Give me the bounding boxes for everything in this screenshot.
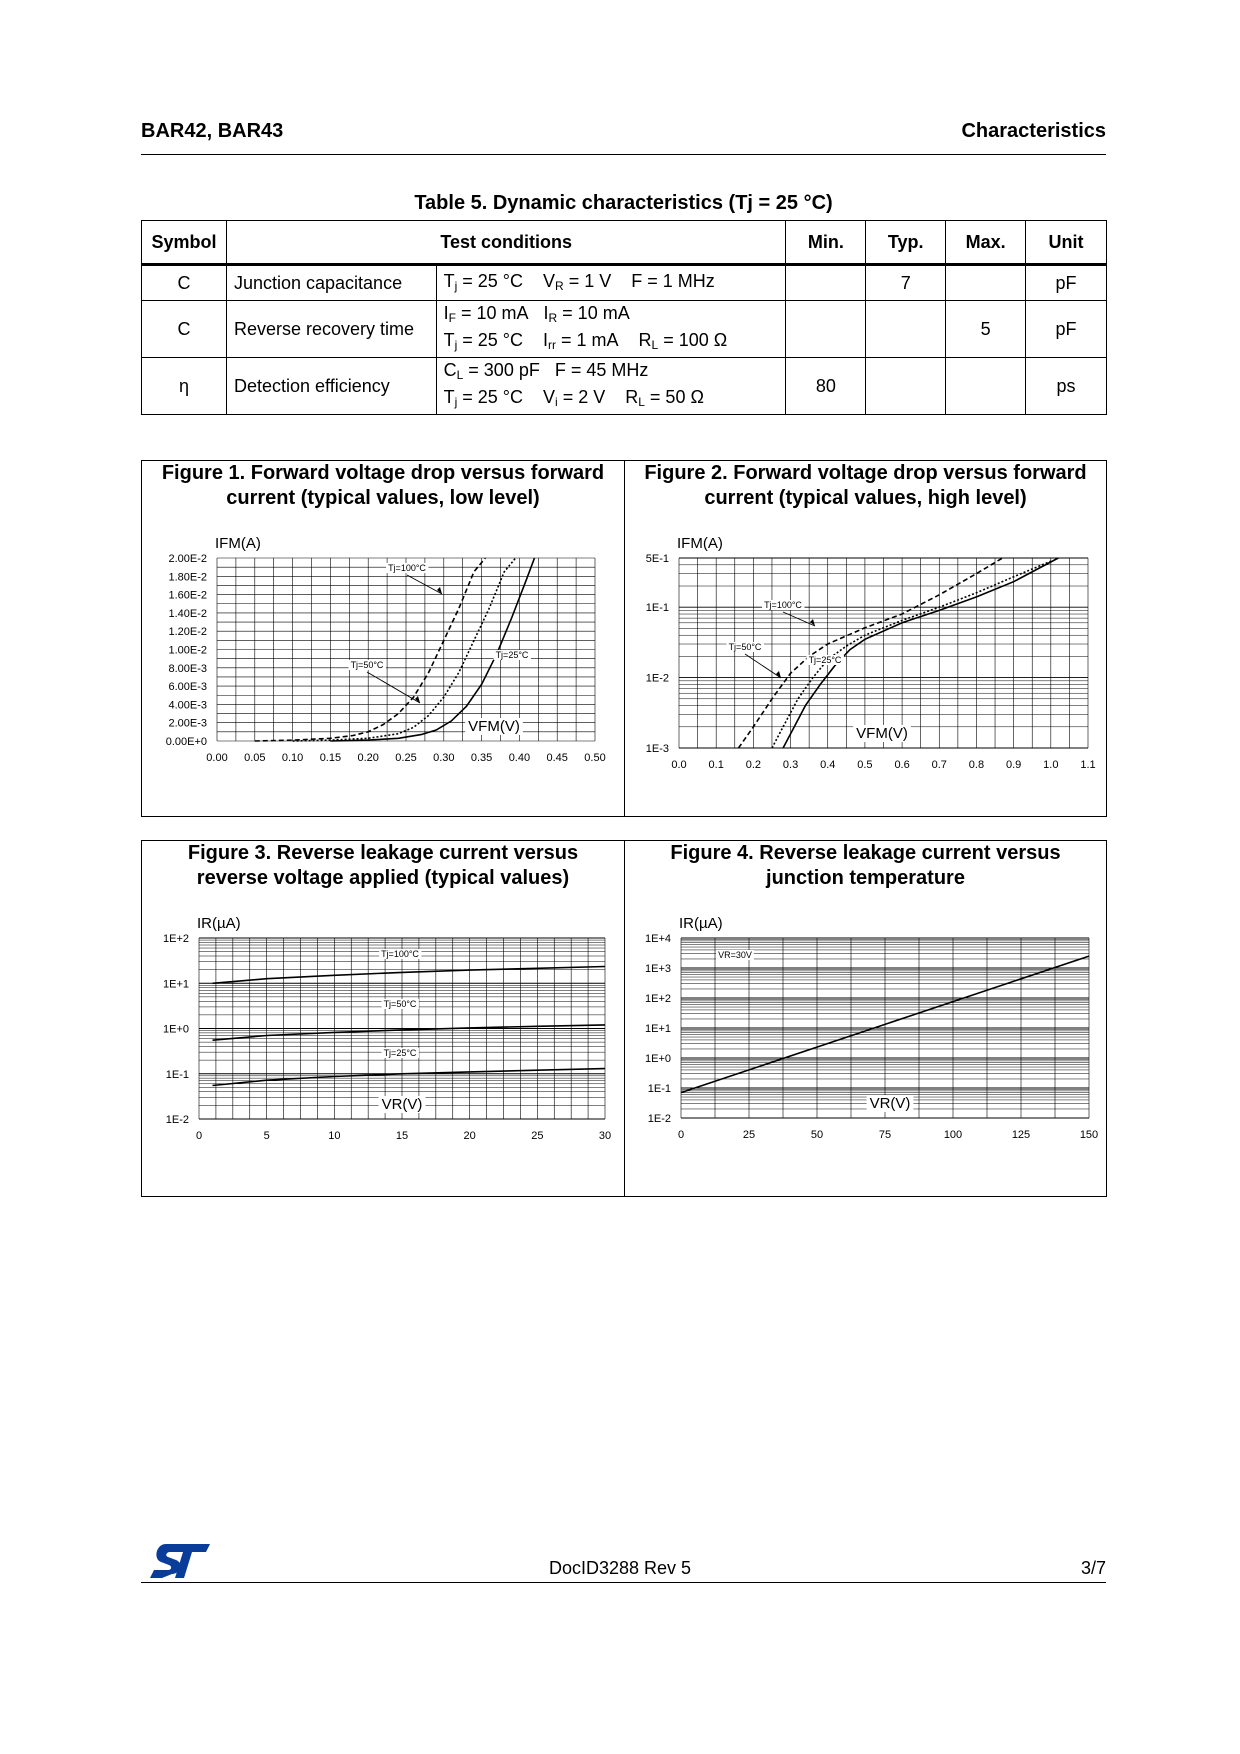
series-label: Tj=100°C (388, 563, 426, 573)
cell-max (946, 358, 1026, 415)
series-label: Tj=100°C (381, 949, 419, 959)
x-tick-label: 30 (598, 1130, 612, 1142)
cell-max: 5 (946, 301, 1026, 358)
cell-min (786, 265, 866, 301)
x-tick-label: 0 (195, 1130, 203, 1142)
x-axis-label: VFM(V) (468, 718, 520, 735)
x-tick-label: 0.5 (857, 759, 873, 771)
y-tick-label: 1E+2 (163, 933, 189, 945)
cell-min: 80 (786, 358, 866, 415)
y-tick-label: 1E-2 (647, 1113, 671, 1125)
x-tick-label: 0.9 (1005, 759, 1022, 771)
table-title: Table 5. Dynamic characteristics (Tj = 25 °C) (414, 192, 833, 214)
x-axis-label: VR(V) (869, 1095, 911, 1112)
cell-unit: pF (1026, 265, 1107, 301)
label-leader (745, 654, 781, 678)
y-tick-label: 1.60E-2 (168, 589, 207, 602)
x-tick-label: 75 (878, 1129, 892, 1141)
series-label: Tj=50°C (350, 660, 384, 670)
cell-conditions: $T_j = 25$ °C $V_R = 1$ V F = 1 MHz (436, 265, 786, 301)
y-tick-label: 5E-1 (645, 553, 669, 565)
y-tick-label: 2.00E-2 (168, 553, 207, 565)
figure-3-title: Figure 3. Reverse leakage current versus reverse voltage applied (typical values) (187, 842, 579, 889)
y-tick-label: 1.00E-2 (168, 644, 207, 657)
series-label: Tj=50°C (383, 999, 417, 1009)
series-label: Tj=50°C (728, 642, 762, 652)
x-tick-label: 25 (531, 1130, 544, 1142)
y-axis-label: IFM(A) (215, 535, 261, 552)
y-tick-label: 1E-1 (647, 1083, 671, 1095)
x-tick-label: 0.45 (546, 752, 568, 764)
col-symbol: Symbol (142, 221, 227, 265)
col-typ: Typ. (866, 221, 946, 265)
cell-typ (866, 301, 946, 358)
series-line (213, 1025, 606, 1040)
y-axis-label: IR(µA) (197, 915, 241, 932)
series-label: Tj=25°C (495, 650, 529, 660)
y-tick-label: 2.00E-3 (168, 717, 207, 730)
col-unit: Unit (1026, 221, 1107, 265)
series-line (739, 558, 1003, 748)
x-tick-label: 0.8 (968, 759, 985, 771)
x-tick-label: 15 (395, 1130, 409, 1142)
series-line (213, 1069, 606, 1086)
footer-rule (141, 1582, 1106, 1583)
y-tick-label: 8.00E-3 (168, 662, 207, 675)
x-tick-label: 0.25 (395, 752, 417, 764)
x-tick-label: 1.0 (1043, 759, 1059, 771)
x-tick-label: 0.20 (357, 752, 379, 764)
cell-parameter: Detection efficiency (226, 358, 436, 415)
table-row (142, 358, 1107, 415)
x-tick-label: 0.05 (244, 752, 266, 764)
y-tick-label: 4.00E-3 (168, 699, 207, 712)
y-tick-label: 1E-2 (645, 672, 669, 685)
cell-typ: 7 (866, 265, 946, 301)
y-tick-label: 1E-2 (165, 1114, 189, 1126)
table-row (142, 265, 1107, 301)
series-label: VR=30V (718, 950, 752, 960)
y-tick-label: 1E+2 (645, 993, 671, 1005)
y-tick-label: 1E-1 (645, 602, 669, 615)
y-tick-label: 1E+1 (645, 1023, 671, 1035)
x-tick-label: 10 (328, 1130, 341, 1142)
figure-2-chart (625, 516, 1106, 816)
y-tick-label: 1E-3 (645, 743, 669, 755)
x-tick-label: 1.1 (1080, 759, 1096, 771)
figure-2-title: Figure 2. Forward voltage drop versus forward current (typical values, high level) (644, 462, 1087, 509)
cell-typ (866, 358, 946, 415)
x-tick-label: 0.7 (931, 759, 947, 771)
y-tick-label: 0.00E+0 (165, 736, 207, 748)
y-tick-label: 1.80E-2 (168, 571, 207, 584)
cell-symbol: C (142, 301, 227, 358)
x-axis-label: VR(V) (381, 1096, 423, 1113)
series-line (213, 967, 606, 984)
section-title: Characteristics (961, 120, 1106, 142)
x-tick-label: 125 (1011, 1129, 1031, 1141)
x-tick-label: 5 (263, 1130, 270, 1142)
figure-1-chart (142, 516, 624, 816)
col-min: Min. (786, 221, 866, 265)
cell-max (946, 265, 1026, 301)
y-tick-label: 1E+0 (645, 1053, 671, 1065)
x-tick-label: 0.1 (708, 759, 724, 771)
cell-conditions: $C_L = 300$ pF F = 45 MHz $T_j = 25$ °C $V_i = 2$ V $R_L = 50$ Ω (436, 358, 786, 415)
figure-4-title: Figure 4. Reverse leakage current versus junction temperature (670, 842, 1061, 889)
col-max: Max. (946, 221, 1026, 265)
cell-symbol: η (142, 358, 227, 415)
y-tick-label: 1.40E-2 (168, 607, 207, 620)
figure-2 (624, 460, 1107, 817)
y-tick-label: 1E+0 (163, 1023, 189, 1036)
cell-parameter: Junction capacitance (226, 265, 436, 301)
x-tick-label: 0 (677, 1129, 685, 1141)
x-tick-label: 20 (463, 1130, 476, 1142)
x-tick-label: 0.2 (745, 759, 762, 771)
x-tick-label: 150 (1079, 1129, 1099, 1141)
y-axis-label: IR(µA) (679, 915, 723, 932)
series-label: Tj=25°C (808, 655, 842, 665)
doc-part-number: BAR42, BAR43 (141, 120, 284, 142)
label-leader (407, 575, 442, 594)
x-tick-label: 0.50 (584, 752, 606, 764)
cell-unit: pF (1026, 301, 1107, 358)
x-tick-label: 100 (943, 1129, 963, 1141)
x-tick-label: 0.30 (433, 752, 455, 764)
x-tick-label: 0.4 (820, 759, 836, 771)
y-tick-label: 1.20E-2 (168, 626, 207, 639)
x-tick-label: 0.35 (470, 752, 493, 764)
figure-3-chart (142, 896, 624, 1196)
y-tick-label: 1E-1 (165, 1068, 189, 1081)
doc-id: DocID3288 Rev 5 (548, 1558, 692, 1578)
x-tick-label: 50 (810, 1129, 824, 1141)
figure-3 (141, 840, 625, 1197)
x-tick-label: 0.00 (206, 752, 228, 764)
x-tick-label: 0.3 (782, 759, 799, 771)
header-rule (141, 154, 1106, 155)
table-row (142, 301, 1107, 358)
x-tick-label: 0.0 (671, 759, 687, 771)
x-tick-label: 0.6 (894, 759, 910, 771)
arrow-head (776, 671, 781, 678)
x-tick-label: 0.15 (319, 752, 342, 764)
y-tick-label: 6.00E-3 (168, 681, 207, 694)
col-test-conditions: Test conditions (226, 221, 785, 265)
cell-symbol: C (142, 265, 227, 301)
figure-1-title: Figure 1. Forward voltage drop versus forward current (typical values, low level) (161, 462, 605, 509)
cell-min (786, 301, 866, 358)
cell-conditions: $I_F = 10$ mA $I_R = 10$ mA $T_j = 25$ °C $I_{rr} = 1$ mA $R_L = 100$ Ω (436, 301, 786, 358)
cell-parameter: Reverse recovery time (226, 301, 436, 358)
y-tick-label: 1E+3 (645, 963, 671, 975)
y-axis-label: IFM(A) (677, 535, 723, 552)
series-label: Tj=100°C (764, 600, 802, 610)
cell-unit: ps (1026, 358, 1107, 415)
dynamic-characteristics-table (141, 220, 1107, 415)
table-header-row (142, 221, 1107, 265)
y-tick-label: 1E+1 (163, 978, 189, 991)
x-axis-label: VFM(V) (856, 725, 908, 742)
figure-4 (624, 840, 1107, 1197)
x-tick-label: 25 (742, 1129, 756, 1141)
y-tick-label: 1E+4 (645, 933, 671, 945)
figure-1 (141, 460, 625, 817)
page-number: 3/7 (1080, 1558, 1106, 1578)
figure-4-chart (625, 896, 1106, 1196)
x-tick-label: 0.40 (508, 752, 531, 764)
x-tick-label: 0.10 (281, 752, 304, 764)
series-label: Tj=25°C (383, 1048, 417, 1058)
